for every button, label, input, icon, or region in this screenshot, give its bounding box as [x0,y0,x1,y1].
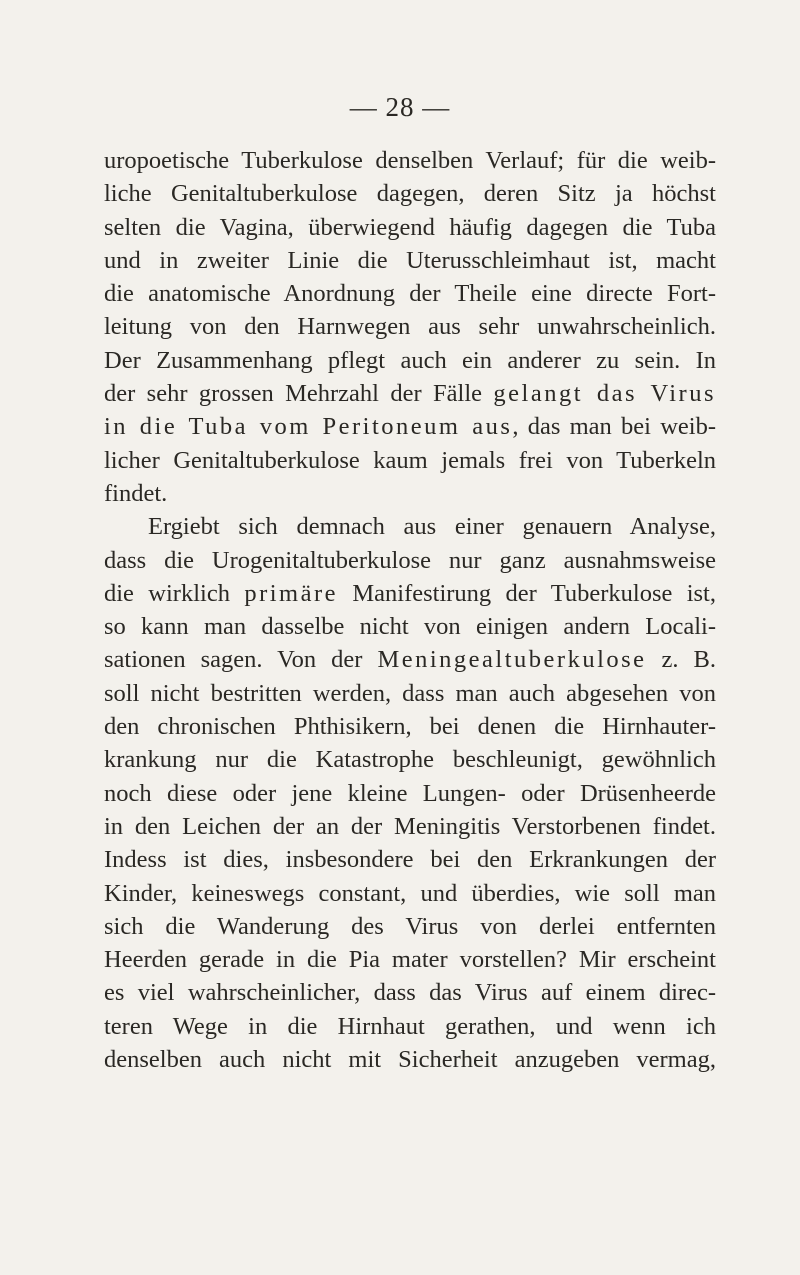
text-line: Heerden gerade in die Pia mater vorstellen? Mir erscheint [104,946,716,974]
text-line: findet. [104,479,168,507]
text-line: dass die Urogenitaltuberkulose nur ganz ausnahmsweise [104,546,716,574]
text-line: in den Leichen der an der Meningitis Verstorbenen findet. [104,812,716,840]
text-line: den chronischen Phthisikern, bei denen die Hirnhauter- [104,713,716,741]
emphasis-spaced: in die Tuba vom Peritoneum aus [104,413,513,441]
text-line: denselben auch nicht mit Sicherheit anzugeben vermag, [104,1046,716,1074]
text-line: und in zweiter Linie die Uterusschleimhaut ist, macht [104,246,716,274]
emphasis-spaced: Meningealtuberkulose [377,646,647,674]
text-line: Kinder, keineswegs constant, und überdies, wie soll man [104,879,716,907]
text-line: sich die Wanderung des Virus von derlei entfernten [104,912,716,940]
text-line: uropoetische Tuberkulose denselben Verlauf; für die weib- [104,147,716,174]
text-line: der sehr grossen Mehrzahl der Fälle gelangt das Virus [104,380,716,408]
text-line: in die Tuba vom Peritoneum aus, das man bei weib- [104,413,716,441]
text-line: leitung von den Harnwegen aus sehr unwahrscheinlich. [104,313,716,341]
body-text [104,144,716,1076]
text-line: es viel wahrscheinlicher, dass das Virus auf einem direc- [104,979,716,1007]
text-line: selten die Vagina, überwiegend häufig dagegen die Tuba [104,213,716,241]
text-line: sationen sagen. Von der Meningealtuberkulose z. B. [104,646,716,674]
paragraph-start-line: Ergiebt sich demnach aus einer genauern Analyse, [148,513,716,541]
emphasis-spaced: primäre [244,579,338,607]
text-line: soll nicht bestritten werden, dass man auch abgesehen von [104,679,716,707]
text-line: Indess ist dies, insbesondere bei den Erkrankungen der [104,846,716,874]
page-number: — 28 — [349,92,451,122]
text-line: teren Wege in die Hirnhaut gerathen, und wenn ich [104,1012,716,1040]
emphasis-spaced: gelangt das Virus [493,380,716,408]
text-line: liche Genitaltuberkulose dagegen, deren Sitz ja höchst [104,180,716,208]
text-line: die wirklich primäre Manifestirung der Tuberkulose ist, [104,579,716,607]
text-line: die anatomische Anordnung der Theile eine directe Fort- [104,280,716,308]
text-line: Der Zusammenhang pflegt auch ein anderer zu sein. In [104,346,716,374]
text-line: so kann man dasselbe nicht von einigen andern Locali- [104,613,716,641]
text-line: krankung nur die Katastrophe beschleunigt, gewöhnlich [104,746,716,774]
text-line: licher Genitaltuberkulose kaum jemals frei von Tuberkeln [104,446,716,474]
text-line: noch diese oder jene kleine Lungen- oder Drüsenheerde [104,779,716,807]
